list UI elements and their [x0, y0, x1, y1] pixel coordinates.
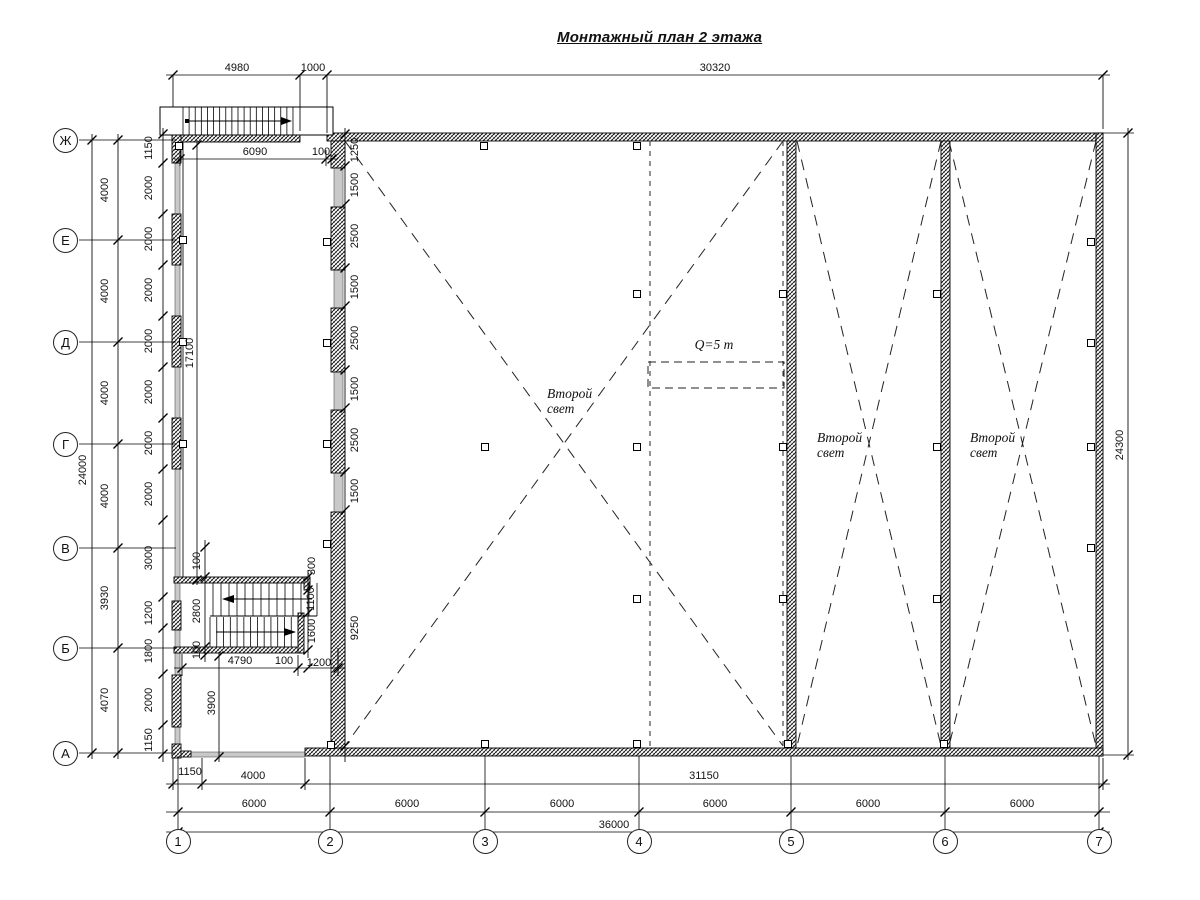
- axis-bubble-left: Ж: [53, 128, 78, 153]
- axis-bubble-left: Д: [53, 330, 78, 355]
- dim-label: 3000: [143, 545, 155, 571]
- dim-label: 4000: [240, 770, 266, 782]
- dim-label: 2500: [349, 427, 361, 453]
- dim-label: 4070: [99, 687, 111, 713]
- dim-label: 100: [191, 640, 203, 660]
- dim-label: 6000: [702, 798, 728, 810]
- dim-label: 4000: [99, 278, 111, 304]
- dim-label: 2000: [143, 481, 155, 507]
- dim-label: 1100: [305, 587, 317, 611]
- dim-label: 300: [306, 556, 318, 576]
- dim-label: 24000: [77, 454, 89, 486]
- axis-bubble-bottom: 6: [933, 829, 958, 854]
- dim-label: 1500: [349, 376, 361, 402]
- axis-bubble-left: Б: [53, 636, 78, 661]
- axis-bubble-bottom: 1: [166, 829, 191, 854]
- dim-label: 9250: [349, 615, 361, 641]
- axis-bubble-left: В: [53, 536, 78, 561]
- dim-label: 2000: [143, 328, 155, 354]
- axis-bubble-bottom: 7: [1087, 829, 1112, 854]
- axis-bubble-bottom: 5: [779, 829, 804, 854]
- dim-label: 3930: [99, 585, 111, 611]
- dim-label: 6090: [242, 146, 268, 158]
- dim-label: 3900: [206, 690, 218, 716]
- dim-label: 100: [311, 146, 331, 158]
- page-title: Монтажный план 2 этажа: [557, 29, 763, 46]
- axis-bubble-bottom: 4: [627, 829, 652, 854]
- dim-label: 36000: [598, 819, 630, 831]
- second-light-label: Второй свет: [970, 430, 1016, 460]
- dim-label: 2000: [143, 277, 155, 303]
- dim-label: 6000: [394, 798, 420, 810]
- dim-label: 4000: [99, 483, 111, 509]
- dim-label: 1150: [143, 728, 155, 752]
- dim-label: 1200: [143, 600, 155, 626]
- dim-label: 2500: [349, 223, 361, 249]
- dim-label: 2000: [143, 379, 155, 405]
- dim-label: 1500: [349, 478, 361, 504]
- dim-label: 2800: [191, 598, 203, 624]
- dim-label: 4000: [99, 380, 111, 406]
- dim-label: 2000: [143, 430, 155, 456]
- dim-label: 30320: [699, 62, 731, 74]
- dim-label: 1200: [306, 657, 332, 669]
- axis-bubble-left: Г: [53, 432, 78, 457]
- axis-bubble-left: Е: [53, 228, 78, 253]
- dim-label: 1150: [178, 766, 202, 778]
- dim-label: 2000: [143, 175, 155, 201]
- dim-label: 1600: [306, 618, 318, 644]
- dim-label: 24300: [1114, 429, 1126, 461]
- axis-bubble-bottom: 2: [318, 829, 343, 854]
- dim-label: 6000: [1009, 798, 1035, 810]
- dim-label: 100: [191, 551, 203, 571]
- second-light-label: Второй свет: [547, 386, 593, 416]
- dim-label: 1500: [349, 172, 361, 198]
- dim-label: 6000: [549, 798, 575, 810]
- dim-label: 100: [274, 655, 294, 667]
- dim-label: 1000: [300, 62, 326, 74]
- dim-label: 31150: [689, 770, 719, 782]
- dim-label: 2000: [143, 226, 155, 252]
- dim-label: 1250: [349, 137, 361, 163]
- dim-label: 6000: [241, 798, 267, 810]
- axis-bubble-left: А: [53, 741, 78, 766]
- second-light-label: Второй свет: [817, 430, 863, 460]
- dim-label: 1500: [349, 274, 361, 300]
- dim-label: 6000: [855, 798, 881, 810]
- crane-capacity-label: Q=5 т: [694, 337, 734, 352]
- dim-label: 17100: [184, 337, 196, 369]
- dim-label: 2000: [143, 687, 155, 713]
- dim-label: 4980: [224, 62, 250, 74]
- dim-label: 1800: [143, 638, 155, 664]
- dim-label: 2500: [349, 325, 361, 351]
- dim-label: 1150: [143, 136, 155, 160]
- axis-bubble-bottom: 3: [473, 829, 498, 854]
- dim-label: 4000: [99, 177, 111, 203]
- dim-label: 4790: [227, 655, 253, 667]
